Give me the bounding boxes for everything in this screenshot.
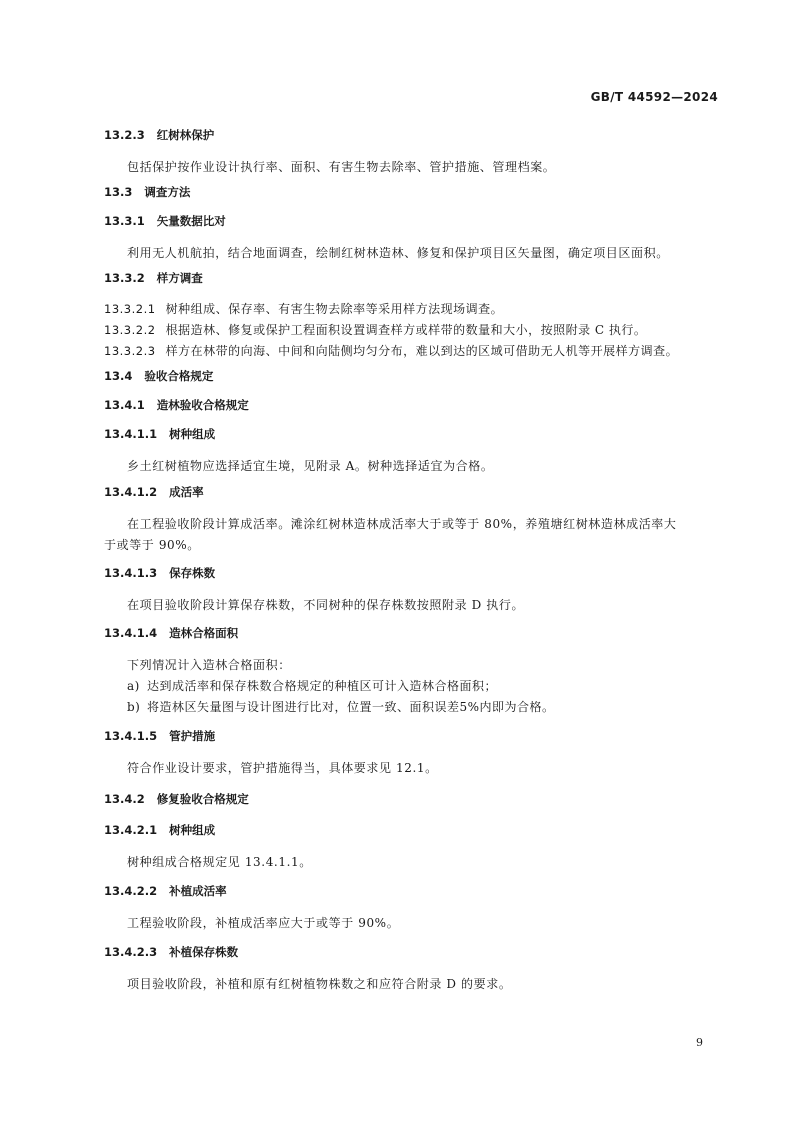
list-marker: b) <box>127 700 141 714</box>
section-title: 矢量数据比对 <box>156 214 226 228</box>
section-number: 13.4.2.1 <box>104 823 158 837</box>
paragraph: 在项目验收阶段计算保存株数，不同树种的保存株数按照附录 D 执行。 <box>127 598 525 612</box>
section-number: 13.3 <box>104 185 133 199</box>
section-heading <box>104 791 794 807</box>
list-item <box>127 698 794 715</box>
section-title: 验收合格规定 <box>144 369 214 383</box>
list-item-text: 将造林区矢量图与设计图进行比对，位置一致、面积误差5%内即为合格。 <box>147 700 555 714</box>
list-item <box>127 677 794 694</box>
section-number: 13.4.2 <box>104 792 145 806</box>
section-number: 13.4.1.4 <box>104 626 158 640</box>
section-number: 13.4.2.3 <box>104 945 158 959</box>
section-number: 13.3.1 <box>104 214 145 228</box>
section-number: 13.4.1 <box>104 398 145 412</box>
clause-number: 13.3.2.3 <box>104 344 156 358</box>
section-number: 13.4 <box>104 369 133 383</box>
clause <box>104 321 794 338</box>
section-heading <box>104 944 794 960</box>
clause <box>104 300 794 317</box>
section-heading <box>104 184 794 200</box>
section-heading <box>104 484 794 500</box>
section-title: 保存株数 <box>169 566 216 580</box>
clause <box>104 342 794 359</box>
section-title: 造林验收合格规定 <box>156 398 249 412</box>
section-title: 修复验收合格规定 <box>156 792 249 806</box>
section-heading <box>104 426 794 442</box>
section-heading <box>104 397 794 413</box>
paragraph: 项目验收阶段，补植和原有红树植物株数之和应符合附录 D 的要求。 <box>127 977 512 991</box>
section-number: 13.2.3 <box>104 128 145 142</box>
list-marker: a) <box>127 679 140 693</box>
section-title: 管护措施 <box>169 729 216 743</box>
clause-text: 树种组成、保存率、有害生物去除率等采用样方法现场调查。 <box>165 302 504 316</box>
clause-text: 根据造林、修复或保护工程面积设置调查样方或样带的数量和大小，按照附录 C 执行。 <box>165 323 647 337</box>
section-number: 13.4.1.2 <box>104 485 158 499</box>
paragraph: 工程验收阶段，补植成活率应大于或等于 90%。 <box>127 916 400 930</box>
section-number: 13.4.2.2 <box>104 884 158 898</box>
section-title: 红树林保护 <box>156 128 215 142</box>
section-title: 调查方法 <box>144 185 191 199</box>
paragraph: 利用无人机航拍，结合地面调查，绘制红树林造林、修复和保护项目区矢量图，确定项目区面积。 <box>127 246 669 260</box>
section-number: 13.4.1.5 <box>104 729 158 743</box>
section-number: 13.3.2 <box>104 271 145 285</box>
section-heading <box>104 127 794 143</box>
section-title: 树种组成 <box>169 823 216 837</box>
paragraph-continuation: 于或等于 90%。 <box>104 538 200 552</box>
clause-number: 13.3.2.1 <box>104 302 156 316</box>
section-number: 13.4.1.1 <box>104 427 158 441</box>
clause-text: 样方在林带的向海、中间和向陆侧均匀分布，难以到达的区域可借助无人机等开展样方调查。 <box>165 344 679 358</box>
paragraph: 在工程验收阶段计算成活率。滩涂红树林造林成活率大于或等于 80%，养殖塘红树林造林成活率大 <box>127 517 677 531</box>
paragraph: 符合作业设计要求，管护措施得当，具体要求见 12.1。 <box>127 761 438 775</box>
section-heading <box>104 565 794 581</box>
section-heading <box>104 213 794 229</box>
paragraph: 乡土红树植物应选择适宜生境，见附录 A。树种选择适宜为合格。 <box>127 459 494 473</box>
standard-code: GB/T 44592—2024 <box>590 90 718 104</box>
section-title: 补植成活率 <box>169 884 227 898</box>
section-title: 样方调查 <box>156 271 203 285</box>
page-number: 9 <box>696 1036 703 1049</box>
section-heading <box>104 368 794 384</box>
paragraph: 树种组成合格规定见 13.4.1.1。 <box>127 855 312 869</box>
section-title: 成活率 <box>169 485 204 499</box>
section-heading <box>104 822 794 838</box>
section-title: 造林合格面积 <box>169 626 239 640</box>
section-number: 13.4.1.3 <box>104 566 158 580</box>
section-heading <box>104 625 794 641</box>
paragraph: 下列情况计入造林合格面积： <box>127 658 291 672</box>
section-heading <box>104 883 794 899</box>
paragraph: 包括保护按作业设计执行率、面积、有害生物去除率、管护措施、管理档案。 <box>127 160 556 174</box>
section-title: 树种组成 <box>169 427 216 441</box>
list-item-text: 达到成活率和保存株数合格规定的种植区可计入造林合格面积； <box>147 679 498 693</box>
section-heading <box>104 728 794 744</box>
clause-number: 13.3.2.2 <box>104 323 156 337</box>
section-title: 补植保存株数 <box>169 945 239 959</box>
section-heading <box>104 270 794 286</box>
